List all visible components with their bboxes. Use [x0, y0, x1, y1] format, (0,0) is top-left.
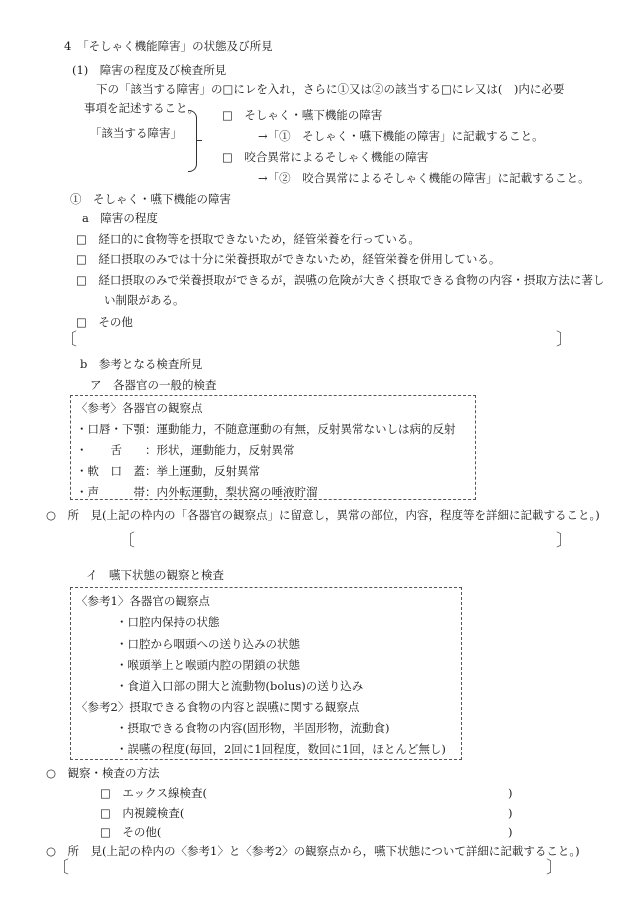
box2-oral-retention: ・口腔内保持の状態 — [116, 615, 220, 629]
grouping-brace — [188, 110, 197, 172]
method-xray[interactable]: □ エックス線検査( — [100, 786, 208, 800]
box1-soft-palate: ・軟 口 蓋：挙上運動，反射異常 — [76, 464, 260, 478]
box2-larynx-elevation: ・喉頭挙上と喉頭内腔の閉鎖の状態 — [116, 658, 300, 672]
method-heading: ○ 観察・検査の方法 — [46, 766, 160, 780]
option-malocclusion-arrow: →「② 咬合異常によるそしゃく機能の障害」に記載すること。 — [258, 171, 590, 185]
findings-1-close-bracket: 〕 — [556, 531, 573, 551]
box2-esophagus-entrance: ・食道入口部の開大と流動物(bolus)の送り込み — [116, 679, 364, 693]
box1-vocal-cords: ・声 帯：内外転運動，梨状窩の唾液貯溜 — [76, 485, 318, 499]
findings-1-label: ○ 所 見(上記の枠内の「各器官の観察点」に留意し，異常の部位，内容，程度等を詳細に記載すること。) — [46, 508, 600, 522]
general-exam-heading: ア 各器官の一般的検査 — [90, 378, 217, 392]
grouping-brace-tip — [196, 140, 202, 141]
swallow-exam-heading: イ 嚥下状態の観察と検査 — [86, 568, 224, 582]
method-xray-close: ) — [508, 786, 513, 800]
instruction-line-2: 事項を記述すること。 — [84, 101, 199, 115]
box2-aspiration-degree: ・誤嚥の程度(毎回，2回に1回程度，数回に1回，ほとんど無し) — [116, 742, 446, 756]
subsection-title: (1) 障害の程度及び検査所見 — [72, 63, 227, 77]
checkbox-other[interactable]: □ その他 — [76, 315, 133, 329]
checkbox-oral-intake-restricted[interactable]: □ 経口摂取のみで栄養摂取ができるが，誤嚥の危険が大きく摂取できる食物の内容・摂取方法に著し — [76, 273, 605, 287]
box1-tongue: ・ 舌 ：形状，運動能力，反射異常 — [76, 443, 295, 457]
box2-oral-to-pharynx: ・口腔から咽頭への送り込みの状態 — [116, 637, 300, 651]
checkbox-tube-feeding-combined[interactable]: □ 経口摂取のみでは十分に栄養摂取ができないため，経管栄養を併用している。 — [76, 252, 501, 266]
box1-heading: 〈参考〉各器官の観察点 — [76, 401, 203, 415]
option-mastication-swallowing[interactable]: □ そしゃく・嚥下機能の障害 — [222, 108, 383, 122]
method-endoscopy[interactable]: □ 内視鏡検査( — [100, 806, 185, 820]
reference-findings-heading: b 参考となる検査所見 — [80, 357, 203, 371]
section-title: 4 「そしゃく機能障害」の状態及び所見 — [64, 39, 273, 53]
box2-food-content: ・摂取できる食物の内容(固形物，半固形物，流動食) — [116, 721, 390, 735]
applicable-disorder-label: 「該当する障害」 — [90, 126, 182, 140]
method-other[interactable]: □ その他( — [100, 825, 162, 839]
instruction-line-1: 下の「該当する障害」の□にレを入れ，さらに①又は②の該当する□にレ又は( )内に必要 — [96, 82, 565, 96]
box2-heading-2: 〈参考2〉摂取できる食物の内容と誤嚥に関する観察点 — [76, 700, 360, 714]
checkbox-tube-feeding[interactable]: □ 経口的に食物等を摂取できないため，経管栄養を行っている。 — [76, 232, 420, 246]
other-field-close-bracket: 〕 — [556, 330, 573, 350]
findings-1-open-bracket: 〔 — [118, 531, 135, 551]
findings-2-open-bracket: 〔 — [52, 858, 69, 878]
other-field-open-bracket: 〔 — [60, 330, 77, 350]
findings-2-close-bracket: 〕 — [546, 858, 563, 878]
method-other-close: ) — [508, 825, 513, 839]
box1-lips-jaw: ・口唇・下顎：運動能力，不随意運動の有無，反射異常ないしは病的反射 — [76, 422, 456, 436]
findings-2-label: ○ 所 見(上記の枠内の〈参考1〉と〈参考2〉の観察点から，嚥下状態について詳細に記載すること。) — [46, 844, 580, 858]
box2-heading-1: 〈参考1〉各器官の観察点 — [76, 594, 210, 608]
degree-heading: a 障害の程度 — [82, 211, 158, 225]
checkbox-oral-intake-restricted-cont: い制限がある。 — [104, 293, 185, 307]
option-malocclusion[interactable]: □ 咬合異常によるそしゃく機能の障害 — [222, 150, 429, 164]
method-endoscopy-close: ) — [508, 806, 513, 820]
part1-title: ① そしゃく・嚥下機能の障害 — [70, 192, 231, 206]
option-mastication-swallowing-arrow: →「① そしゃく・嚥下機能の障害」に記載すること。 — [258, 129, 544, 143]
